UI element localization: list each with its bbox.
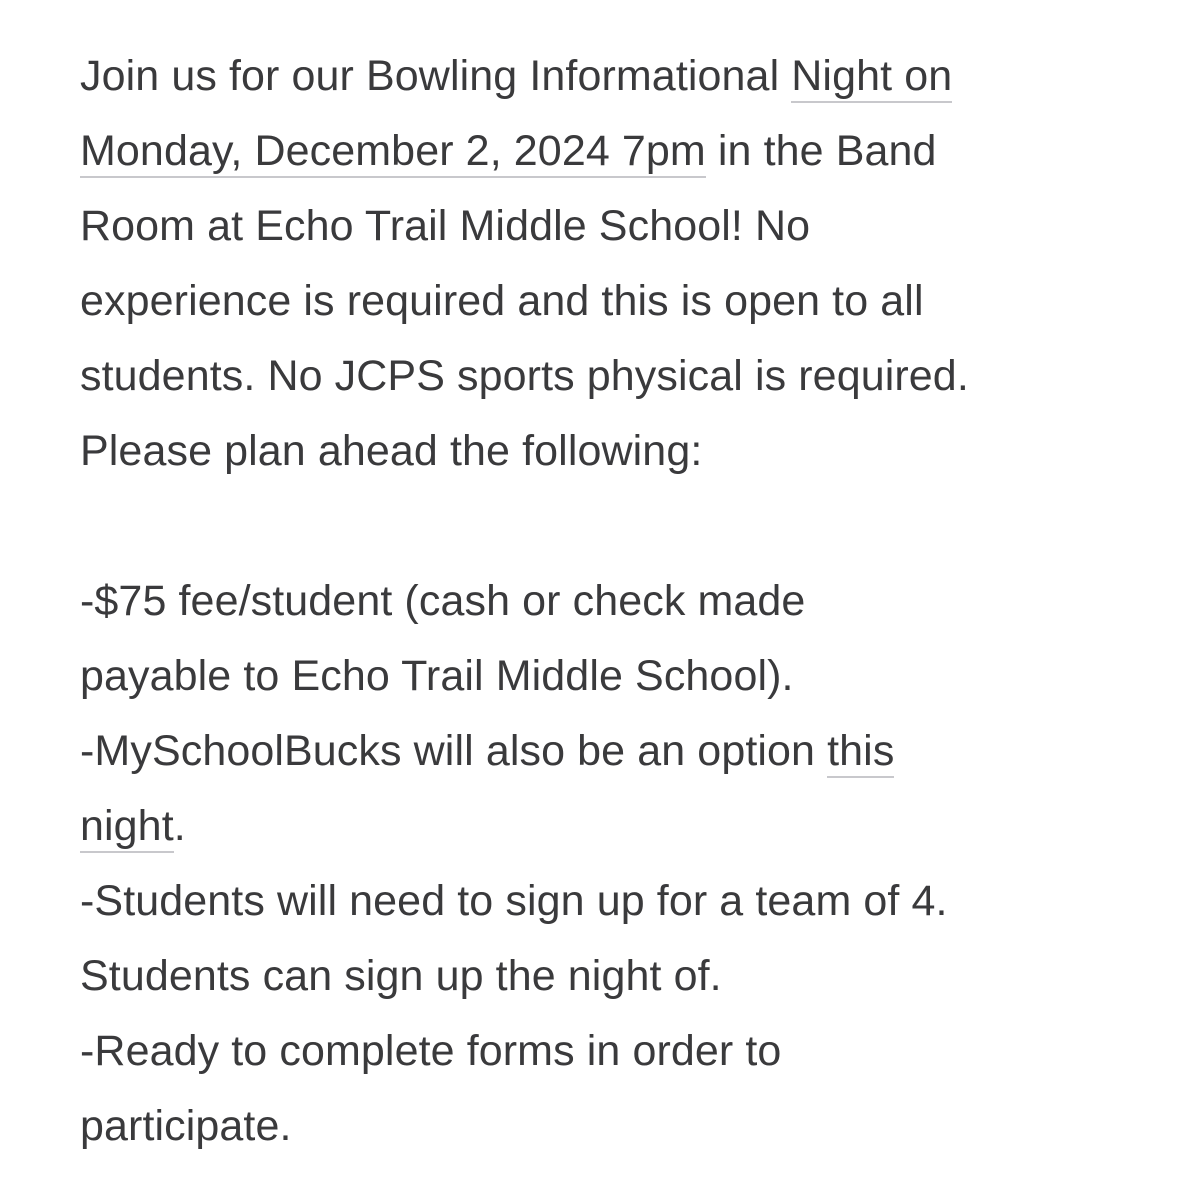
note-line — [80, 114, 1140, 189]
myschoolbucks-item-line — [80, 789, 1140, 864]
note-line: Please plan ahead the following: — [80, 427, 703, 475]
this-night-link[interactable]: night — [80, 802, 174, 853]
team-item-line: -Students will need to sign up for a team of 4. — [80, 877, 948, 925]
forms-item-line: participate. — [80, 1102, 292, 1150]
date-link[interactable]: Monday, December 2, 2024 7pm — [80, 127, 706, 178]
forms-item-line: -Ready to complete forms in order to — [80, 1027, 782, 1075]
note-text: . — [173, 802, 186, 850]
note-text: Join us for our Bowling Informational — [80, 52, 792, 100]
note-text: -MySchoolBucks will also be an option — [80, 727, 828, 775]
note-line: students. No JCPS sports physical is required. — [80, 352, 969, 400]
fee-item-line: payable to Echo Trail Middle School). — [80, 652, 794, 700]
date-link[interactable]: Night on — [791, 52, 952, 103]
this-night-link[interactable]: this — [827, 727, 894, 778]
note-line: Room at Echo Trail Middle School! No — [80, 202, 811, 250]
note-line — [80, 39, 1140, 114]
team-item-line: Students can sign up the night of. — [80, 952, 722, 1000]
myschoolbucks-item-line — [80, 714, 1140, 789]
note-body[interactable] — [80, 39, 1140, 1164]
fee-item-line: -$75 fee/student (cash or check made — [80, 577, 806, 625]
note-line: experience is required and this is open to all — [80, 277, 924, 325]
blank-line — [80, 489, 1140, 564]
note-text: in the Band — [705, 127, 937, 175]
